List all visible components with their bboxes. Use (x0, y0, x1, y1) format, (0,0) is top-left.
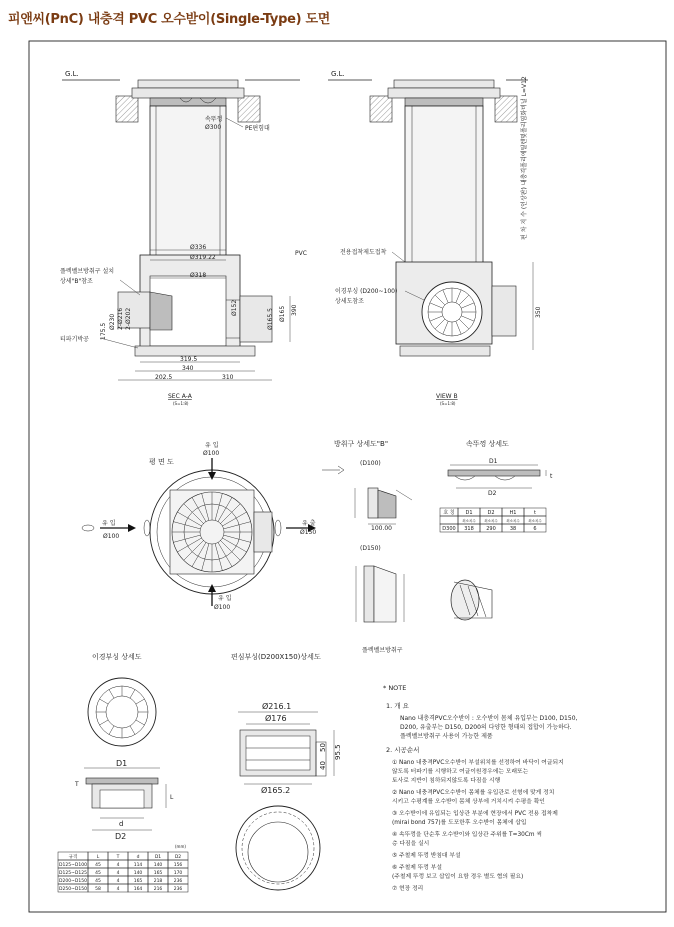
bushing-table-cell: 156 (173, 863, 183, 868)
sec-a-d336: Ø336 (190, 244, 207, 251)
lid-table-cell: 최소치수 (506, 519, 520, 523)
plan-outlet-dia: Ø150 (300, 529, 317, 536)
lid-table-cell: t (534, 510, 536, 516)
lid-table-cell: D2 (487, 510, 495, 516)
bushing-d2: D2 (115, 832, 127, 841)
sec-a-d165-5: Ø165.5 (267, 308, 274, 330)
page-title: 피앤씨(PnC) 내충격 PVC 오수받이(Single-Type) 도면 (8, 12, 330, 27)
plan-title: 평 면 도 (149, 458, 174, 466)
lid-t: t (550, 473, 553, 480)
view-b-pvc: PVC (295, 250, 307, 257)
lid-detail (440, 439, 553, 532)
bushing-table-cell: 165 (153, 871, 163, 876)
bushing-table-cell: D125~D125 (59, 871, 87, 876)
plan-inlet-bottom: 유 입 (218, 595, 232, 602)
bushing-table-cell: 236 (173, 887, 183, 892)
sec-a-w202: 202.5 (155, 374, 173, 381)
notes-s1-line: 플렉벨브방취구 사용이 가능한 제품 (400, 733, 493, 740)
notes-s2-line: ⑤ 주철제 뚜껑 받침대 부설 (392, 853, 461, 859)
notes-s2-line: ① Nano 내충격PVC오수받이 부설위치를 선정하여 바닥이 여글되지 (392, 760, 564, 766)
bushing-unit: (mm) (175, 844, 186, 849)
bushing-detail (58, 652, 188, 892)
plan-inlet-top-dia: Ø100 (203, 450, 220, 457)
eccentric-d176: Ø176 (265, 714, 287, 723)
bushing-table-cell: L (96, 855, 100, 860)
bushing-table-cell: 140 (133, 871, 143, 876)
bushing-table-cell: D250~D150 (59, 887, 87, 892)
bushing-table-cell: 114 (133, 863, 143, 868)
bushing-table-cell: 4 (116, 879, 120, 884)
notes (383, 684, 578, 892)
lid-table-cell: H1 (509, 510, 517, 516)
bushing-table-cell: 216 (153, 887, 163, 892)
eccentric-d216: Ø216.1 (262, 702, 292, 711)
notes-s2-line: 토사로 지반이 침하되지않도록 다짐을 시행 (392, 778, 501, 784)
sec-a-h175: 175.5 (100, 322, 107, 340)
detail-b-flex-label: 플렉벨브방취구 (362, 647, 403, 654)
bushing-table-cell: 140 (153, 863, 163, 868)
eccentric-h95: 95.5 (334, 744, 342, 760)
view-b-bend1: 이경부싱 (D200~100) (335, 288, 398, 295)
notes-s2-line: 층 다짐을 실시 (392, 841, 430, 847)
bushing-table-cell: 164 (133, 887, 143, 892)
plan-inlet-left-dia: Ø100 (103, 533, 120, 540)
notes-s2-line: ⑥ 주철제 뚜껑 부설 (392, 865, 442, 871)
sec-a-sokkang-dia: Ø300 (205, 124, 222, 131)
lid-table-cell: 290 (486, 526, 496, 532)
view-b-h350: 350 (535, 306, 542, 318)
notes-s2-line: 시키고 수평계를 오수받이 몸체 상부에 거치시켜 수평을 확인 (392, 799, 545, 805)
view-b-title: VIEW B (436, 393, 458, 400)
bushing-table-cell: 165 (133, 879, 143, 884)
notes-s2-line: ③ 오수받이에 유입되는 입상관 부분에 현장에서 PVC 전용 접착제 (392, 811, 558, 817)
sec-a-flex-label2: 상세"B"참조 (60, 278, 93, 285)
bushing-table-cell: 4 (116, 863, 120, 868)
sec-a-d202: 2-Ø202 (125, 307, 132, 330)
notes-s2-title: 2. 시공순서 (386, 746, 420, 754)
lid-table-cell: D1 (465, 510, 473, 516)
lid-table-cell: 318 (464, 526, 474, 532)
view-b-gl-label: G.L. (331, 70, 345, 78)
sec-a-gl-label: G.L. (65, 70, 79, 78)
notes-s1-line: D200, 유출부는 D150, D200의 다양한 형태의 접합이 가능하다. (400, 724, 572, 731)
lid-table-cell: D300 (442, 526, 456, 532)
sec-a-sokkang: 속뚜껑 (205, 116, 223, 123)
sec-a-scale: (S=1:8) (173, 401, 189, 406)
detail-b-d150: (D150) (360, 545, 381, 552)
bushing-table-cell: 170 (173, 871, 183, 876)
sec-a-d216: 2-Ø216 (117, 307, 124, 330)
bushing-title: 이경부싱 상세도 (92, 653, 142, 661)
bushing-d: d (119, 820, 124, 828)
detail-b-d100: (D100) (360, 460, 381, 467)
sec-a-titler: 티파기박공 (60, 336, 89, 343)
plan-inlet-left: 유 입 (102, 520, 116, 527)
sec-a-flex-label1: 플렉벨브방취구 설치 (60, 268, 115, 275)
sec-a-w310: 310 (222, 374, 234, 381)
bushing-table-cell: 45 (95, 871, 101, 876)
notes-s2-line: ④ 속뚜껑을 단순후 오수받이와 입상관 주위를 T=30Cm 씩 (392, 832, 542, 838)
bushing-table-cell: 45 (95, 879, 101, 884)
notes-s2-line: (주철제 뚜껑 보고 삽입이 요함 경우 별도 협의 필요) (392, 874, 524, 880)
plan-inlet-bottom-dia: Ø100 (214, 604, 231, 611)
bushing-table-cell: T (116, 855, 120, 860)
bushing-l: L (170, 794, 174, 801)
sec-a-d165: Ø165 (279, 305, 286, 322)
bushing-t: T (75, 781, 79, 788)
view-b-vertical-note: 편 차 지 수 (인상판) 내충격폴리에틸렌및폴리염화비닐 L=V12 (521, 76, 528, 240)
notes-s2-line: ⑦ 현장 정리 (392, 886, 424, 892)
sec-a-w340: 340 (182, 365, 194, 372)
lid-table-cell: 호 칭 (443, 510, 455, 516)
lid-title: 속뚜껑 상세도 (466, 440, 509, 448)
lid-table-cell: 최소치수 (484, 519, 498, 523)
lid-d1: D1 (489, 458, 498, 465)
notes-s2-line: 않도록 터파기를 시행하고 여글이원경우에는 모래또는 (392, 769, 529, 775)
eccentric-h40: 40 (319, 761, 327, 770)
sec-a-d152: Ø152 (231, 299, 238, 316)
view-b-scale: (S=1:8) (440, 401, 456, 406)
view-b-adhesive: 전용접착제도접착 (340, 249, 387, 256)
bushing-d1: D1 (116, 759, 128, 768)
bushing-table-cell: 58 (95, 887, 101, 892)
bushing-table-cell: 4 (116, 887, 120, 892)
sec-a-w319: 319.5 (180, 356, 198, 363)
view-b-bend2: 상세도참조 (335, 298, 364, 305)
bushing-table-cell: d (136, 855, 140, 860)
bushing-table-cell: 45 (95, 863, 101, 868)
sec-a-d230: Ø230 (109, 313, 116, 330)
bushing-table-cell: D2 (174, 855, 182, 860)
lid-table-cell: 38 (509, 526, 517, 532)
bushing-table-cell: 236 (173, 879, 183, 884)
bushing-table-cell: D1 (154, 855, 162, 860)
bushing-table-cell: 218 (153, 879, 163, 884)
section-a-a (60, 70, 300, 406)
sec-a-title: SEC A-A (168, 393, 192, 400)
bushing-table-cell: D125~D100 (59, 863, 87, 868)
bushing-table-cell: 4 (116, 871, 120, 876)
notes-s1-line: Nano 내충격PVC오수받이 : 오수받이 몸체 유입부는 D100, D150, (400, 715, 578, 722)
detail-b-dim100: 100.00 (371, 525, 392, 532)
plan-inlet-top: 유 입 (205, 442, 219, 449)
notes-s2-line: ② Nano 내충격PVC오수받이 몸체를 유입관로 선형에 맞게 정치 (392, 790, 555, 796)
eccentric-h50: 50 (319, 743, 327, 752)
lid-table-cell: 최소치수 (462, 519, 476, 523)
eccentric-title: 편심부싱(D200X150)상세도 (231, 653, 321, 661)
notes-header: * NOTE (383, 684, 407, 692)
lid-table-cell: 최소치수 (528, 519, 542, 523)
bushing-table-cell: 규격 (68, 855, 78, 860)
sec-a-h390: 390 (291, 304, 298, 316)
sec-a-pe-tape: PE편힘대 (245, 125, 270, 132)
sec-a-d318: Ø318 (190, 272, 207, 279)
detail-b-title: 방취구 상세도"B" (334, 440, 389, 448)
eccentric-d165: Ø165.2 (261, 786, 291, 795)
notes-s2-line: (mirai bond 757)를 도포한후 오수받이 몸체에 삽입 (392, 820, 527, 826)
lid-table-cell: 6 (533, 526, 537, 532)
eccentric-detail (231, 652, 342, 890)
sec-a-d319: Ø319.22 (190, 254, 216, 261)
plan-view (82, 441, 316, 611)
view-b (295, 70, 542, 406)
notes-s1-title: 1. 개 요 (386, 702, 409, 710)
bushing-table-cell: D200~D150 (59, 879, 87, 884)
plan-outlet: 유 출 (302, 520, 316, 527)
lid-d2: D2 (488, 490, 497, 497)
